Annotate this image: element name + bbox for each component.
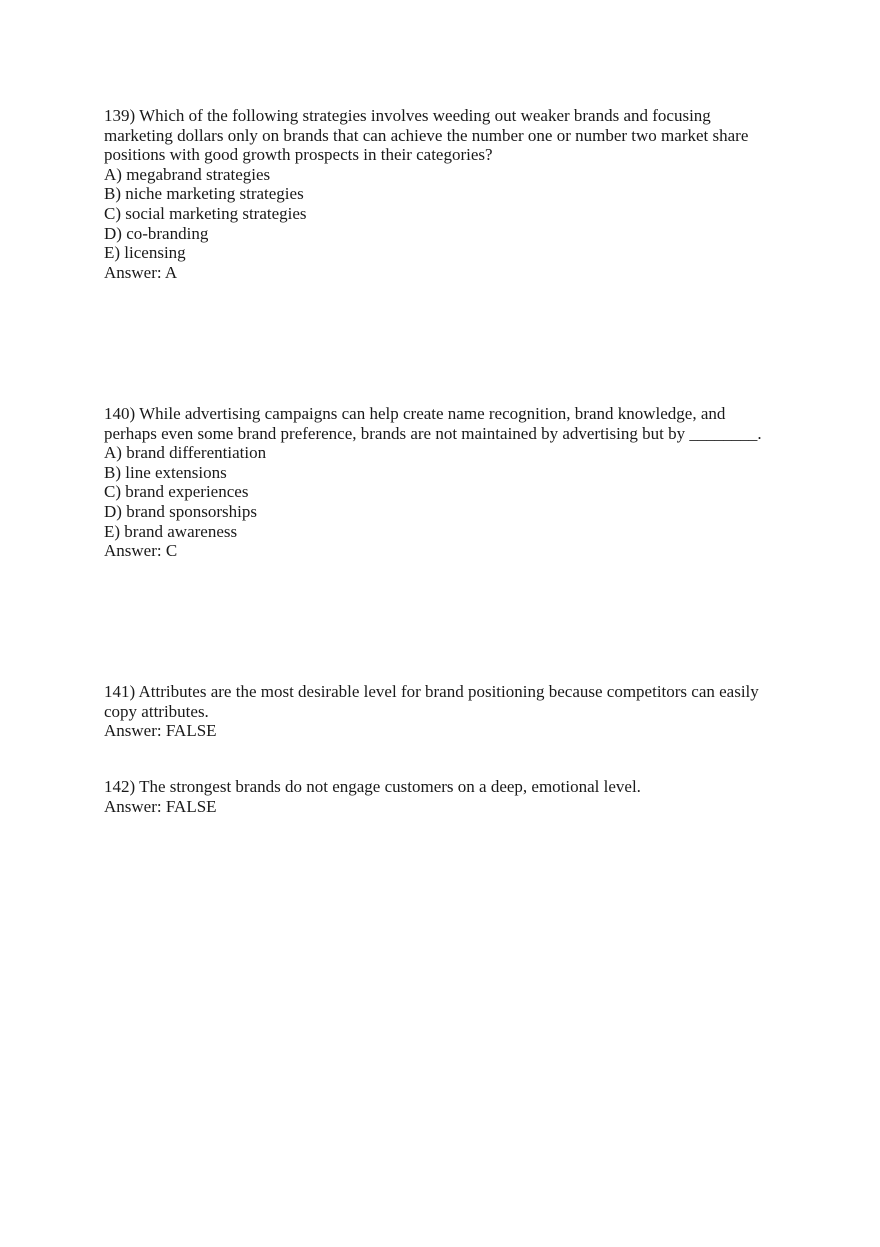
answer-option: B) niche marketing strategies [104, 184, 304, 204]
question-stem-line: copy attributes. [104, 701, 209, 721]
answer-option: A) megabrand strategies [104, 164, 271, 184]
answer-key: Answer: FALSE [104, 721, 217, 741]
question-140 [104, 404, 784, 561]
question-stem-line: positions with good growth prospects in their categories? [104, 145, 493, 165]
answer-option: B) line extensions [104, 462, 227, 482]
question-139 [104, 106, 784, 282]
question-142 [104, 777, 784, 816]
question-stem-line: 140) While advertising campaigns can help create name recognition, brand knowledge, and [104, 404, 726, 423]
answer-key: Answer: A [104, 262, 178, 282]
answer-option: C) brand experiences [104, 482, 249, 502]
answer-option: A) brand differentiation [104, 443, 267, 463]
question-stem-line: marketing dollars only on brands that can achieve the number one or number two market share [104, 125, 749, 145]
question-stem-line: 139) Which of the following strategies involves weeding out weaker brands and focusing [104, 106, 711, 125]
answer-option: D) co-branding [104, 223, 209, 243]
answer-option: E) brand awareness [104, 521, 238, 541]
answer-option: C) social marketing strategies [104, 203, 307, 223]
answer-option: D) brand sponsorships [104, 501, 257, 521]
question-stem-line: perhaps even some brand preference, brands are not maintained by advertising but by ________. [104, 423, 762, 443]
answer-key: Answer: FALSE [104, 796, 217, 816]
answer-key: Answer: C [104, 541, 178, 561]
question-stem-line: 141) Attributes are the most desirable level for brand positioning because competitors can easily [104, 682, 759, 701]
question-141 [104, 682, 784, 741]
question-stem-line: 142) The strongest brands do not engage customers on a deep, emotional level. [104, 777, 641, 796]
answer-option: E) licensing [104, 243, 186, 263]
